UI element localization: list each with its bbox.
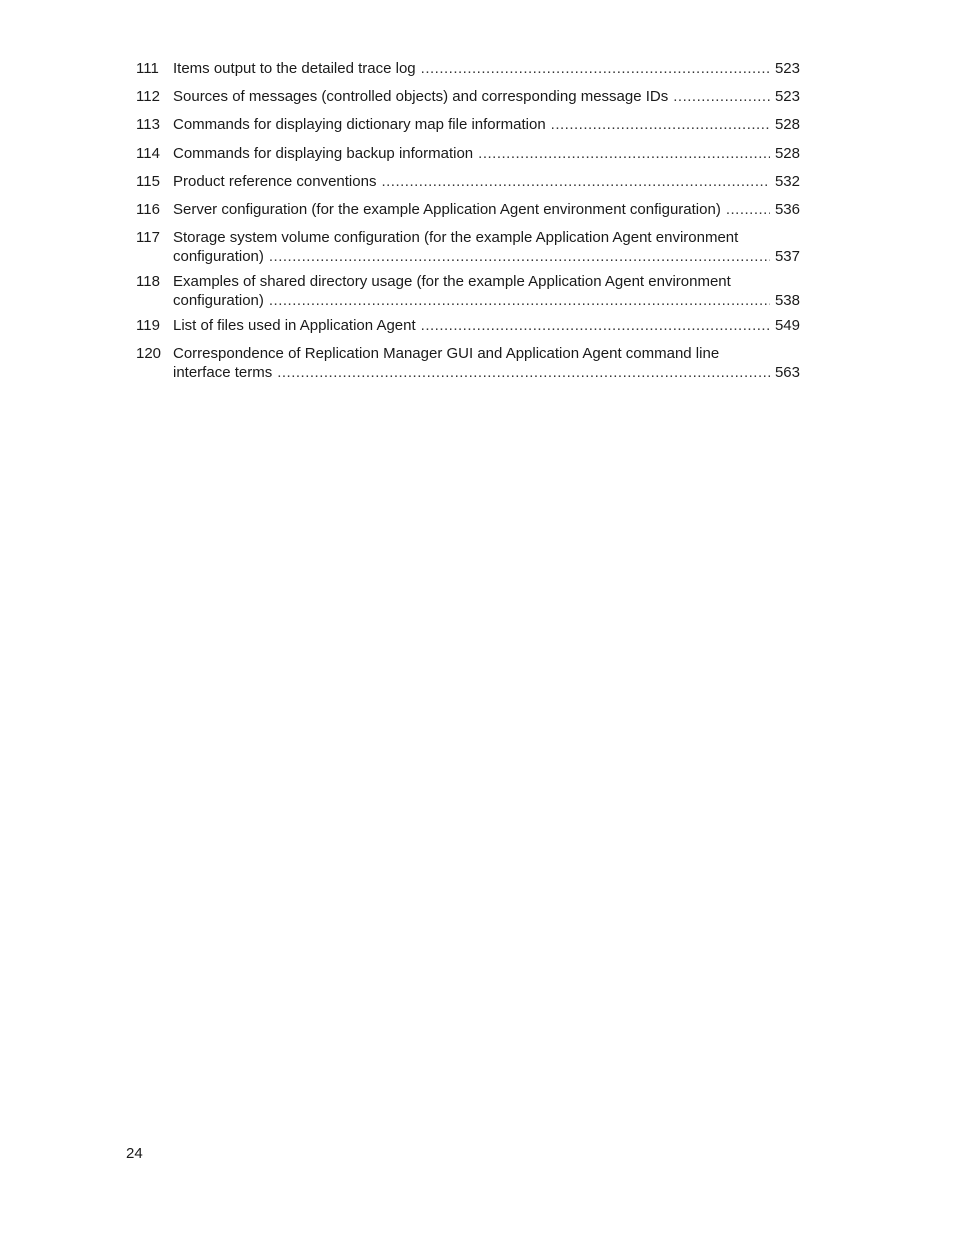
toc-entry-number: 116 bbox=[136, 200, 160, 218]
toc-entry-title: Sources of messages (controlled objects) and corresponding message IDs bbox=[173, 88, 669, 106]
toc-entry-title: Product reference conventions bbox=[173, 172, 377, 190]
dot-leader bbox=[421, 60, 770, 79]
toc-entry-title-continued: configuration) bbox=[173, 291, 264, 309]
toc-entry-title: Commands for displaying dictionary map file information bbox=[173, 116, 546, 134]
dot-leader bbox=[551, 116, 770, 135]
toc-entry[interactable] bbox=[136, 229, 800, 266]
toc-entry-number: 113 bbox=[136, 116, 160, 134]
toc-entry-page: 549 bbox=[774, 317, 800, 335]
toc-entry-number: 111 bbox=[136, 60, 159, 77]
toc-entry-title: Storage system volume configuration (for the example Application Agent environment bbox=[173, 229, 739, 247]
toc-entry-title: Examples of shared directory usage (for the example Application Agent environment bbox=[173, 273, 731, 291]
toc-entry-page: 536 bbox=[774, 200, 800, 218]
toc-entry-title: Server configuration (for the example Application Agent environment configuration) bbox=[173, 200, 721, 218]
dot-leader bbox=[277, 364, 770, 383]
toc-entry-title-continued: interface terms bbox=[173, 363, 273, 381]
toc-entry-page: 537 bbox=[774, 247, 800, 265]
toc-entry[interactable] bbox=[136, 88, 800, 107]
toc-entry-number: 118 bbox=[136, 273, 160, 291]
toc-entry[interactable] bbox=[136, 60, 800, 79]
toc-entry[interactable] bbox=[136, 273, 800, 310]
toc-entry-page: 523 bbox=[774, 60, 800, 77]
dot-leader bbox=[726, 201, 770, 220]
toc-entry-title: Commands for displaying backup information bbox=[173, 144, 474, 162]
dot-leader bbox=[478, 145, 770, 164]
toc-entry-page: 528 bbox=[774, 144, 800, 162]
toc-entry-number: 115 bbox=[136, 172, 160, 190]
toc-entry[interactable] bbox=[136, 345, 800, 382]
dot-leader bbox=[421, 317, 770, 336]
toc-entry-page: 563 bbox=[774, 363, 800, 381]
toc-entry-number: 112 bbox=[136, 88, 160, 106]
dot-leader bbox=[381, 173, 770, 192]
dot-leader bbox=[269, 292, 770, 311]
toc-entry-number: 114 bbox=[136, 144, 160, 162]
dot-leader bbox=[269, 248, 770, 267]
toc-entry-title: List of files used in Application Agent bbox=[173, 317, 416, 335]
toc-entry[interactable] bbox=[136, 173, 800, 192]
toc-entry[interactable] bbox=[136, 317, 800, 336]
toc-entry-page: 523 bbox=[774, 88, 800, 106]
toc-entry-number: 120 bbox=[136, 345, 162, 363]
toc-entry-page: 538 bbox=[774, 291, 800, 309]
toc-entry[interactable] bbox=[136, 201, 800, 220]
toc-list bbox=[136, 60, 800, 389]
toc-entry-number: 117 bbox=[136, 229, 160, 247]
toc-entry[interactable] bbox=[136, 145, 800, 164]
toc-entry-page: 528 bbox=[774, 116, 800, 134]
toc-entry-title-continued: configuration) bbox=[173, 247, 264, 265]
page-number: 24 bbox=[126, 1145, 143, 1162]
dot-leader bbox=[673, 88, 770, 107]
toc-entry-title: Items output to the detailed trace log bbox=[173, 60, 416, 77]
toc-entry-number: 119 bbox=[136, 317, 160, 335]
toc-entry[interactable] bbox=[136, 116, 800, 135]
toc-entry-title: Correspondence of Replication Manager GUI and Application Agent command line bbox=[173, 345, 720, 363]
toc-entry-page: 532 bbox=[774, 172, 800, 190]
